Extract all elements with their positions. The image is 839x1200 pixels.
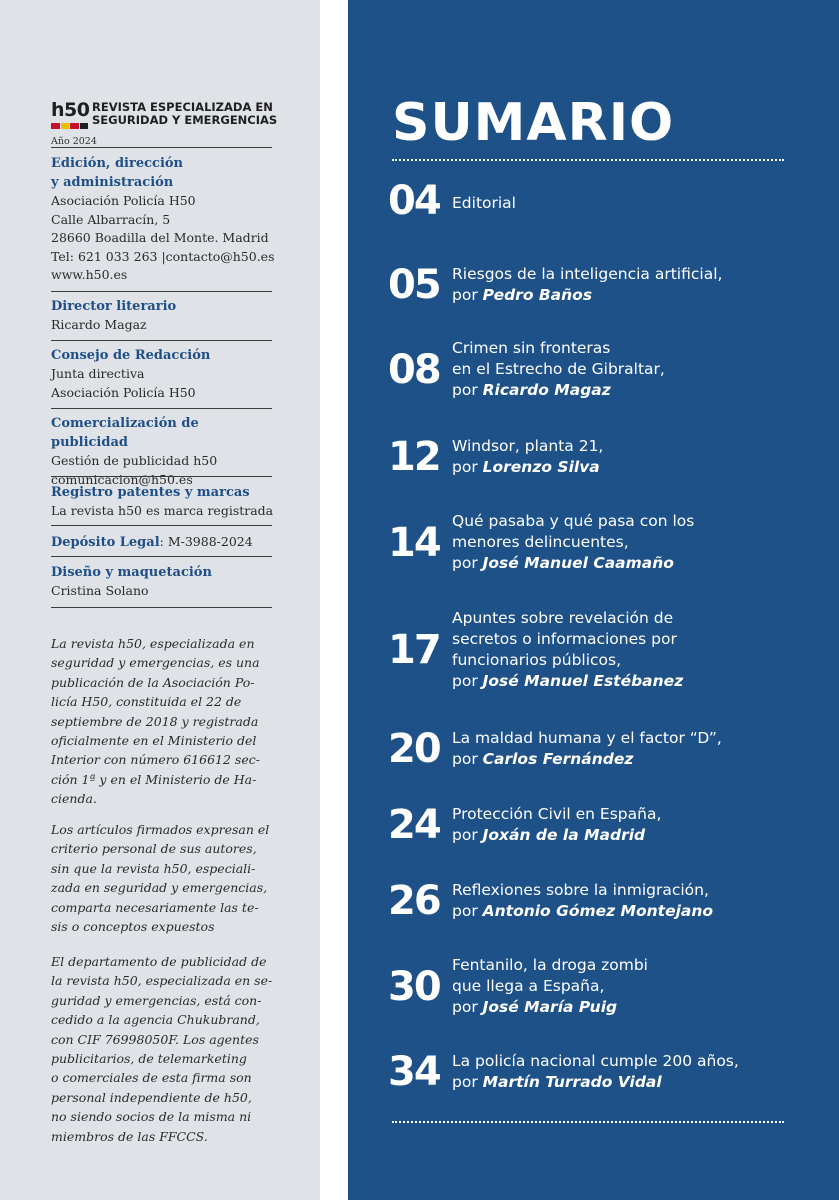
entry-text <box>452 1051 824 1093</box>
entry-text <box>452 338 824 401</box>
divider <box>51 147 272 148</box>
page-number: 12 <box>388 434 440 480</box>
note-line: personal independiente de h50, <box>51 1089 252 1105</box>
entry-author-line <box>452 285 824 306</box>
note-line: o comerciales de esta firma son <box>51 1070 252 1086</box>
flag-red-block <box>51 123 60 129</box>
note-line: comparta necesariamente las te- <box>51 899 259 915</box>
entry-text <box>452 608 824 692</box>
flag-yellow-block <box>61 123 70 129</box>
note-line: sis o conceptos expuestos <box>51 919 215 935</box>
note-line: criterio personal de sus autores, <box>51 841 257 857</box>
page-number: 04 <box>388 177 440 224</box>
entry-text <box>452 193 824 214</box>
page-number: 26 <box>388 878 440 924</box>
author-prefix: por <box>452 1073 483 1091</box>
note-line: zada en seguridad y emergencias, <box>51 880 268 896</box>
note-line: seguridad y emergencias, es una <box>51 655 260 671</box>
masthead-title <box>92 101 277 127</box>
credit-heading: Edición, dirección <box>51 156 184 171</box>
entry-text <box>452 436 824 478</box>
entry-text <box>452 955 824 1018</box>
note-line: Los artículos firmados expresan el <box>51 822 270 837</box>
h50-logo <box>51 100 89 130</box>
entry-title-line: Editorial <box>452 194 516 212</box>
entry-text <box>452 728 824 770</box>
author-prefix: por <box>452 458 483 476</box>
note-line: cienda. <box>51 791 97 807</box>
credit-heading: Director literario <box>51 299 177 314</box>
credit-heading: Depósito Legal <box>51 535 160 550</box>
credit-line: Asociación Policía H50 <box>51 384 196 400</box>
divider <box>51 408 272 409</box>
note-line: licía H50, constituida el 22 de <box>51 694 242 710</box>
dotted-divider <box>392 1121 784 1123</box>
divider <box>51 291 272 292</box>
credit-heading: Consejo de Redacción <box>51 348 211 363</box>
author-name: José Manuel Caamaño <box>482 554 674 572</box>
author-name: Lorenzo Silva <box>482 458 600 476</box>
entry-author-line <box>452 997 824 1018</box>
entry-title-line: que llega a España, <box>452 977 605 995</box>
credit-heading: Registro patentes y marcas <box>51 485 250 500</box>
author-name: Joxán de la Madrid <box>482 826 646 844</box>
credit-deposito <box>51 531 273 552</box>
entry-author-line <box>452 901 824 922</box>
logo-text: h50 <box>51 99 90 121</box>
entry-title-line: La policía nacional cumple 200 años, <box>452 1052 739 1070</box>
author-prefix: por <box>452 902 483 920</box>
entry-title-line: La maldad humana y el factor “D”, <box>452 729 722 747</box>
author-prefix: por <box>452 381 483 399</box>
legal-note-2 <box>51 820 273 936</box>
dotted-divider <box>392 159 784 161</box>
entry-text <box>452 264 824 306</box>
credit-line: Junta directiva <box>51 366 145 381</box>
note-line: con CIF 76998050F. Los agentes <box>51 1031 259 1047</box>
credit-diseno <box>51 563 273 601</box>
legal-note-3 <box>51 952 273 1146</box>
page-number: 05 <box>388 262 440 308</box>
entry-author-line <box>452 1072 824 1093</box>
author-name: Carlos Fernández <box>482 750 634 768</box>
divider <box>51 525 272 526</box>
entry-title-line: Protección Civil en España, <box>452 805 662 823</box>
page-number: 34 <box>388 1049 440 1095</box>
flag-red-block <box>70 123 79 129</box>
entry-title-line: secretos o informaciones por <box>452 630 677 648</box>
note-line: La revista h50, especializada en <box>51 636 255 651</box>
masthead-title-line: REVISTA ESPECIALIZADA EN <box>92 100 273 114</box>
page-number: 14 <box>388 519 440 566</box>
note-line: cedido a la agencia Chukubrand, <box>51 1012 260 1028</box>
credit-consejo <box>51 346 273 402</box>
entry-author-line <box>452 825 824 846</box>
divider <box>51 607 272 608</box>
note-line: guridad y emergencias, está con- <box>51 992 262 1008</box>
masthead-title-line: SEGURIDAD Y EMERGENCIAS <box>92 113 278 127</box>
entry-title-line: funcionarios públicos, <box>452 651 622 669</box>
author-name: Antonio Gómez Montejano <box>482 902 714 920</box>
credit-comercializacion <box>51 414 273 489</box>
author-name: Ricardo Magaz <box>482 381 611 399</box>
entry-title-line: Reflexiones sobre la inmigración, <box>452 881 709 899</box>
author-name: Pedro Baños <box>482 286 593 304</box>
divider <box>51 556 272 557</box>
note-line: ción 1ª y en el Ministerio de Ha- <box>51 771 257 787</box>
page-number: 08 <box>388 346 440 393</box>
credit-line: Calle Albarracín, 5 <box>51 211 171 227</box>
author-prefix: por <box>452 286 483 304</box>
page-number: 20 <box>388 726 440 772</box>
author-prefix: por <box>452 826 483 844</box>
note-line: miembros de las FFCCS. <box>51 1128 208 1144</box>
page-number: 24 <box>388 802 440 848</box>
note-line: septiembre de 2018 y registrada <box>51 713 259 729</box>
entry-text <box>452 511 824 574</box>
credit-registro <box>51 483 273 521</box>
flag-stripe-icon <box>51 123 89 129</box>
author-prefix: por <box>452 554 483 572</box>
entry-title-line: menores delincuentes, <box>452 533 629 551</box>
entry-author-line <box>452 749 824 770</box>
entry-author-line <box>452 553 824 574</box>
page-number: 17 <box>388 627 440 673</box>
page-number: 30 <box>388 963 440 1010</box>
credit-line: Ricardo Magaz <box>51 317 147 332</box>
deposito-value: : M-3988-2024 <box>159 534 253 549</box>
entry-title-line: en el Estrecho de Gibraltar, <box>452 360 665 378</box>
author-prefix: por <box>452 750 483 768</box>
entry-title-line: Qué pasaba y qué pasa con los <box>452 512 695 530</box>
entry-text <box>452 880 824 922</box>
credit-line: www.h50.es <box>51 267 128 282</box>
credit-heading: y administración <box>51 175 174 190</box>
entry-title-line: Fentanilo, la droga zombi <box>452 956 648 974</box>
note-line: sin que la revista h50, especiali- <box>51 860 256 876</box>
note-line: publicitarios, de telemarketing <box>51 1051 247 1067</box>
divider <box>51 340 272 341</box>
entry-title-line: Crimen sin fronteras <box>452 339 611 357</box>
author-name: José María Puig <box>482 998 618 1016</box>
credit-line: Asociación Policía H50 <box>51 193 196 208</box>
note-line: la revista h50, especializada en se- <box>51 973 273 989</box>
credit-line: comunicacion@h50.es <box>51 471 193 487</box>
issue-year: Año 2024 <box>51 136 97 147</box>
note-line: no siendo socios de la misma ni <box>51 1109 252 1125</box>
divider <box>51 476 272 477</box>
credit-director <box>51 297 273 335</box>
author-name: José Manuel Estébanez <box>482 672 684 690</box>
author-prefix: por <box>452 998 483 1016</box>
entry-author-line <box>452 457 824 478</box>
credit-line: Tel: 621 033 263 |contacto@h50.es <box>51 248 275 264</box>
entry-title-line: Apuntes sobre revelación de <box>452 609 674 627</box>
credit-heading: Diseño y maquetación <box>51 565 212 580</box>
credit-edicion <box>51 154 273 285</box>
entry-author-line <box>452 380 824 401</box>
note-line: El departamento de publicidad de <box>51 954 267 969</box>
entry-text <box>452 804 824 846</box>
note-line: Interior con número 616612 sec- <box>51 752 260 768</box>
note-line: publicación de la Asociación Po- <box>51 674 255 690</box>
credit-line: La revista h50 es marca registrada <box>51 503 274 518</box>
credit-line: Gestión de publicidad h50 <box>51 453 218 468</box>
credit-heading: Comercialización de publicidad <box>51 416 199 450</box>
author-prefix: por <box>452 672 483 690</box>
credit-line: Cristina Solano <box>51 583 149 598</box>
note-line: oficialmente en el Ministerio del <box>51 733 257 749</box>
legal-note-1 <box>51 634 273 809</box>
entry-title-line: Riesgos de la inteligencia artificial, <box>452 265 723 283</box>
credit-line: 28660 Boadilla del Monte. Madrid <box>51 230 269 245</box>
entry-title-line: Windsor, planta 21, <box>452 437 604 455</box>
author-name: Martín Turrado Vidal <box>482 1073 662 1091</box>
flag-black-block <box>80 123 89 129</box>
sumario-title: SUMARIO <box>392 93 675 153</box>
entry-author-line <box>452 671 824 692</box>
